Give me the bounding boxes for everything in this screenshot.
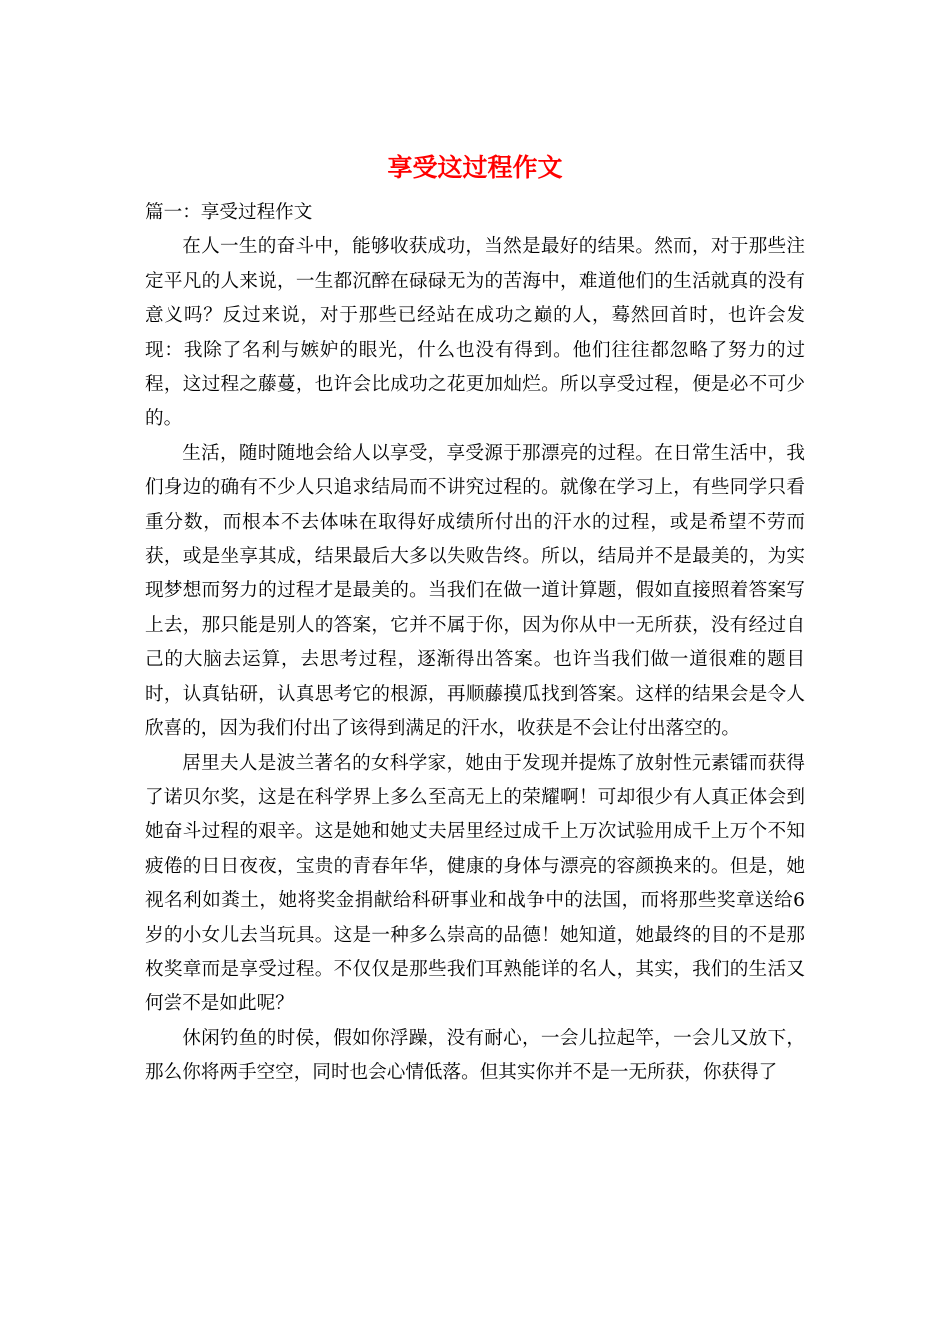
paragraph-3: 居里夫人是波兰著名的女科学家，她由于发现并提炼了放射性元素镭而获得了诺贝尔奖，这是在科学界上多么至高无上的荣耀啊！可却很少有人真正体会到她奋斗过程的艰辛。这是她和她丈夫居里经过成千上万次试验用成千上万个不知疲倦的日日夜夜，宝贵的青春年华，健康的身体与漂亮的容颜换来的。但是，她视名利如粪土，她将奖金捐献给科研事业和战争中的法国，而将那些奖章送给6岁的小女儿去当玩具。这是一种多么崇高的品德！她知道，她最终的目的不是那枚奖章而是享受过程。不仅仅是那些我们耳熟能详的名人，其实，我们的生活又何尝不是如此呢？ [145, 752, 805, 1015]
document-body [145, 196, 805, 1091]
section-subtitle: 篇一：享受过程作文 [145, 202, 313, 223]
document-title: 享受这过程作文 [387, 153, 563, 182]
paragraph-4: 休闲钓鱼的时侯，假如你浮躁，没有耐心，一会儿拉起竿，一会儿又放下，那么你将两手空空，同时也会心情低落。但其实你并不是一无所获，你获得了 [145, 1027, 805, 1084]
paragraph-2: 生活，随时随地会给人以享受，享受源于那漂亮的过程。在日常生活中，我们身边的确有不少人只追求结局而不讲究过程的。就像在学习上，有些同学只看重分数，而根本不去体味在取得好成绩所付出的汗水的过程，或是希望不劳而获，或是坐享其成，结果最后大多以失败告终。所以，结局并不是最美的，为实现梦想而努力的过程才是最美的。当我们在做一道计算题，假如直接照着答案写上去，那只能是别人的答案，它并不属于你，因为你从中一无所获，没有经过自己的大脑去运算，去思考过程，逐渐得出答案。也许当我们做一道很难的题目时，认真钻研，认真思考它的根源，再顺藤摸瓜找到答案。这样的结果会是令人欣喜的，因为我们付出了该得到满足的汗水，收获是不会让付出落空的。 [145, 442, 805, 740]
paragraph-1: 在人一生的奋斗中，能够收获成功，当然是最好的结果。然而，对于那些注定平凡的人来说，一生都沉醉在碌碌无为的苦海中，难道他们的生活就真的没有意义吗？反过来说，对于那些已经站在成功之巅的人，蓦然回首时，也许会发现：我除了名利与嫉妒的眼光，什么也没有得到。他们往往都忽略了努力的过程，这过程之藤蔓，也许会比成功之花更加灿烂。所以享受过程，便是必不可少的。 [145, 236, 805, 430]
